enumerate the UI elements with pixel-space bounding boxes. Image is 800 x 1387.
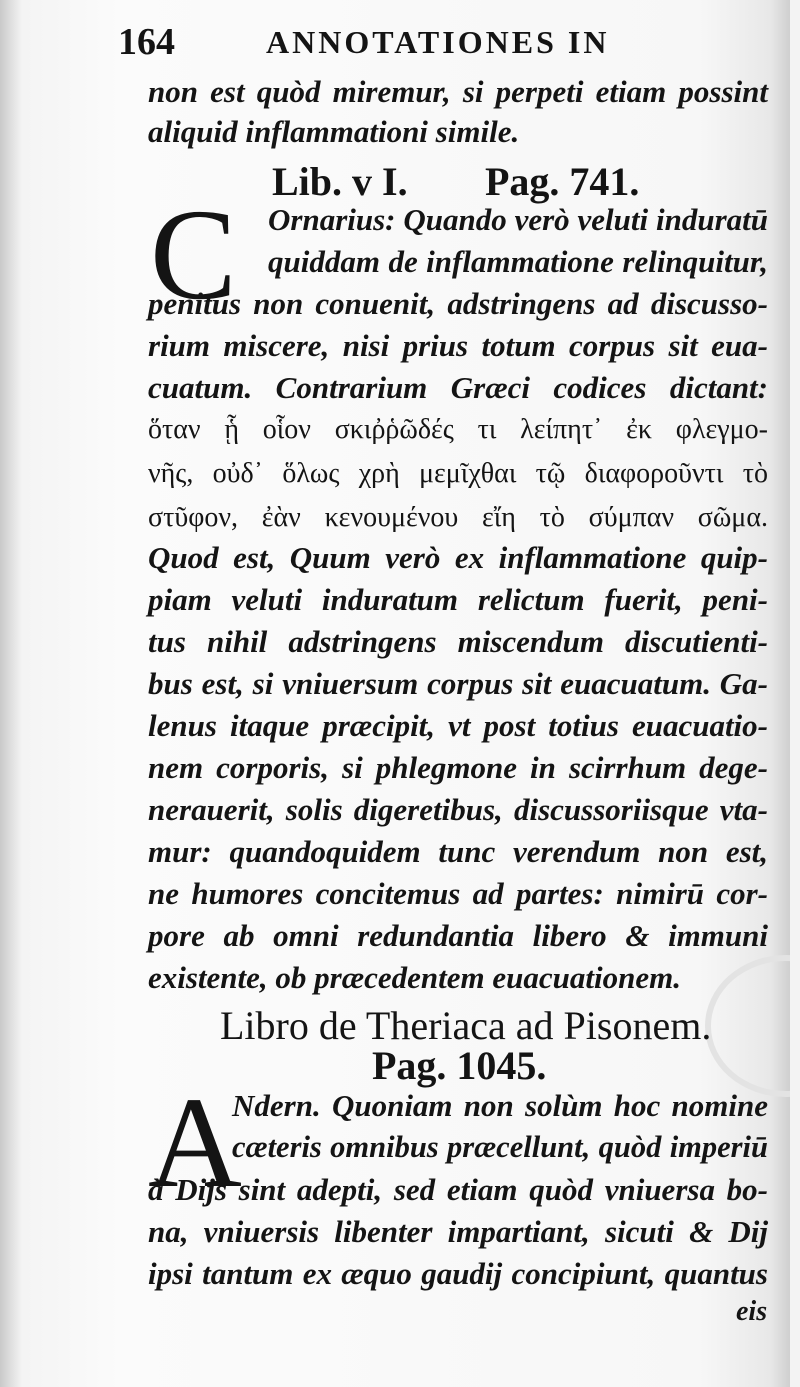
text-line: cuatum. Contrarium Græci codices dictant:	[148, 370, 768, 405]
text-line: aliquid inflammationi simile.	[148, 114, 520, 149]
text-line: Quod est, Quum verò ex inflammatione quip-	[148, 540, 768, 575]
section-heading-title: Libro de Theriaca ad Pisonem.	[220, 1003, 712, 1048]
text-line: quiddam de inflammatione relinquitur,	[268, 244, 768, 279]
page-margin-strip	[790, 0, 800, 1387]
text-line: non est quòd miremur, si perpeti etiam possint	[148, 74, 768, 109]
section-heading-page: Pag. 1045.	[372, 1043, 547, 1088]
greek-text-line: ὅταν ᾗ οἷον σκιῤῥῶδές τι λείπητ᾽ ἐκ φλεγμο-	[148, 414, 768, 445]
drop-cap: C	[150, 183, 237, 327]
section-heading-lib: Lib. v I.	[272, 159, 408, 204]
text-line: nerauerit, solis digeretibus, discussoriisque vta-	[148, 792, 768, 827]
greek-text-line: στῦφον, ἐὰν κενουμένου εἴη τὸ σύμπαν σῶμα.	[148, 502, 768, 533]
section-heading-page: Pag. 741.	[485, 159, 640, 204]
text-line: existente, ob præcedentem euacuationem.	[148, 960, 681, 995]
text-line: Ndern. Quoniam non solùm hoc nomine	[232, 1088, 768, 1123]
page-number: 164	[118, 21, 175, 63]
text-line: mur: quandoquidem tunc verendum non est,	[148, 834, 768, 869]
text-line: cæteris omnibus præcellunt, quòd imperiū	[232, 1130, 768, 1164]
text-line: tus nihil adstringens miscendum discutienti-	[148, 624, 768, 659]
text-line: piam veluti induratum relictum fuerit, peni-	[148, 582, 768, 617]
drop-cap: A	[148, 1071, 242, 1215]
text-line: bus est, si vniuersum corpus sit euacuatum. Ga-	[148, 666, 768, 701]
text-line: à Dijs sint adepti, sed etiam quòd vniuersa bo-	[148, 1172, 768, 1207]
greek-text-line: νῆς, οὐδ᾽ ὅλως χρὴ μεμῖχθαι τῷ διαφοροῦντι τὸ	[148, 458, 768, 489]
text-line: pore ab omni redundantia libero & immuni	[148, 918, 768, 953]
text-line: ne humores concitemus ad partes: nimirū cor-	[148, 876, 768, 911]
running-title: ANNOTATIONES IN	[266, 24, 610, 60]
text-line: rium miscere, nisi prius totum corpus sit eua-	[148, 328, 768, 363]
text-line: penitus non conuenit, adstringens ad discusso-	[148, 286, 768, 321]
text-line: lenus itaque præcipit, vt post totius euacuatio-	[148, 708, 768, 743]
page-header	[118, 20, 678, 64]
text-line: ipsi tantum ex æquo gaudij concipiunt, quantus	[148, 1256, 768, 1291]
catchword: eis	[736, 1296, 768, 1327]
text-line: na, vniuersis libenter impartiant, sicuti & Dij	[148, 1214, 768, 1249]
text-line: nem corporis, si phlegmone in scirrhum dege-	[148, 750, 768, 785]
text-line: Ornarius: Quando verò veluti induratū	[268, 202, 768, 237]
